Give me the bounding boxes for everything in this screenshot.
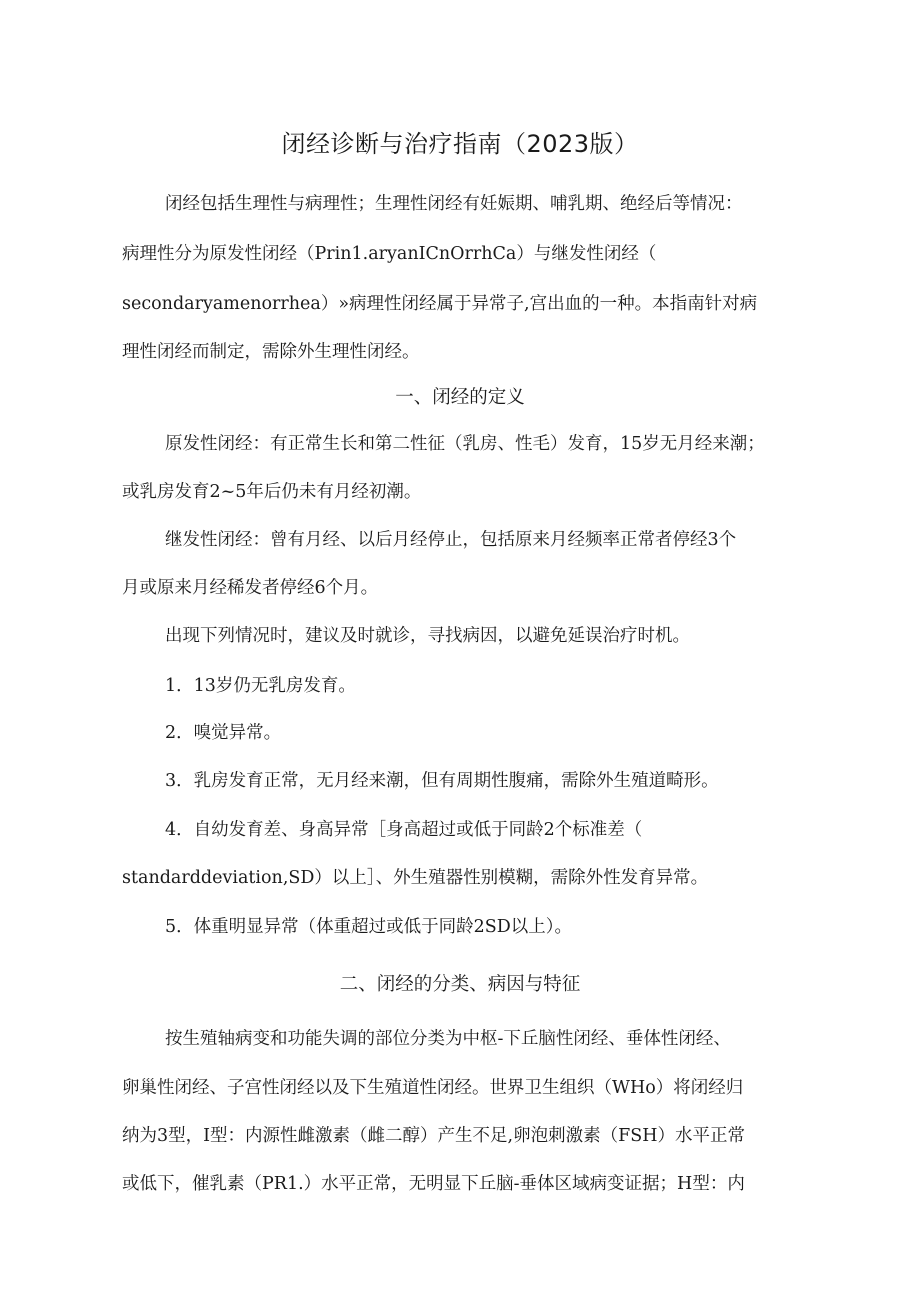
list-item: 3．乳房发育正常，无月经来潮，但有周期性腹痛，需除外生殖道畸形。 (165, 771, 719, 791)
intro-line: secondaryamenorrhea）»病理性闭经属于异常子,宫出血的一种。本指南针对病 (122, 294, 758, 314)
list-item: 1．13岁仍无乳房发育。 (165, 676, 356, 696)
list-item: 4．自幼发育差、身高异常［身高超过或低于同龄2个标准差（ (165, 820, 643, 840)
section-heading-classification: 二、闭经的分类、病因与特征 (339, 974, 581, 995)
classification-line: 卵巢性闭经、子宫性闭经以及下生殖道性闭经。世界卫生组织（WHo）将闭经归 (122, 1078, 744, 1098)
primary-amenorrhea-line: 或乳房发育2~5年后仍未有月经初潮。 (122, 482, 422, 502)
primary-amenorrhea-line: 原发性闭经：有正常生长和第二性征（乳房、性毛）发育，15岁无月经来潮； (165, 434, 765, 454)
classification-line: 按生殖轴病变和功能失调的部位分类为中枢-下丘脑性闭经、垂体性闭经、 (165, 1029, 731, 1049)
advice-line: 出现下列情况时，建议及时就诊，寻找病因，以避免延误治疗时机。 (165, 626, 690, 646)
list-item-continuation: standarddeviation,SD）以上］、外生殖器性别模糊，需除外性发育异常。 (122, 868, 709, 888)
classification-line: 纳为3型，I型：内源性雌激素（雌二醇）产生不足,卵泡刺激素（FSH）水平正常 (122, 1126, 745, 1146)
secondary-amenorrhea-line: 月或原来月经稀发者停经6个月。 (122, 578, 379, 598)
classification-line: 或低下，催乳素（PR1.）水平正常，无明显下丘脑-垂体区域病变证据；H型：内 (122, 1174, 745, 1194)
document-title: 闭经诊断与治疗指南（2023版） (281, 130, 639, 158)
list-item: 5．体重明显异常（体重超过或低于同龄2SD以上）。 (165, 917, 573, 937)
intro-line: 理性闭经而制定，需除外生理性闭经。 (122, 342, 420, 362)
section-heading-definition: 一、闭经的定义 (395, 387, 525, 408)
intro-line: 闭经包括生理性与病理性；生理性闭经有妊娠期、哺乳期、绝经后等情况： (165, 194, 743, 214)
intro-line: 病理性分为原发性闭经（Prin1.aryanICnOrrhCa）与继发性闭经（ (122, 244, 657, 264)
secondary-amenorrhea-line: 继发性闭经：曾有月经、以后月经停止，包括原来月经频率正常者停经3个 (165, 530, 737, 550)
list-item: 2．嗅觉异常。 (165, 723, 282, 743)
